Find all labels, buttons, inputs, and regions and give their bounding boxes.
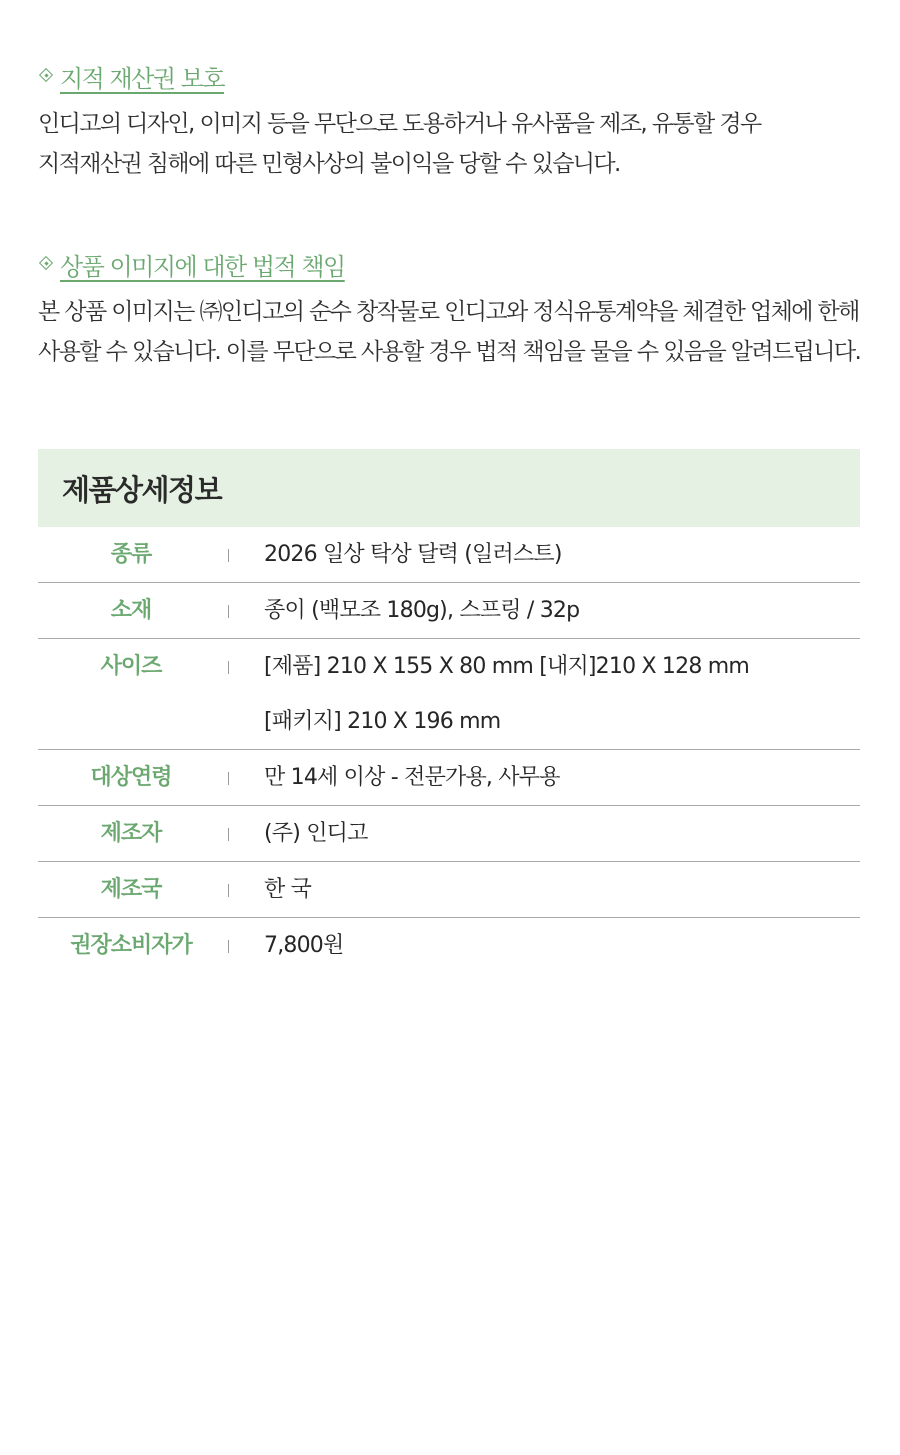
notice-line: 인디고의 디자인, 이미지 등을 무단으로 도용하거나 유사품을 제조, 유통할 경우 [38, 111, 761, 137]
notice-title [38, 248, 868, 280]
separator [224, 862, 264, 917]
spec-value [264, 527, 860, 582]
notice-line: 본 상품 이미지는 ㈜인디고의 순수 창작물로 인디고와 정식유통계약을 체결한 업체에 한해 [38, 299, 859, 325]
spec-value-line: 2026 일상 탁상 달력 (일러스트) [264, 542, 562, 567]
spec-label: 종류 [110, 542, 152, 567]
spec-row-manufacturer [38, 806, 860, 862]
spec-row-size [38, 639, 860, 750]
spec-label: 제조자 [100, 821, 162, 846]
spec-row-type [38, 527, 860, 583]
spec-value-line: (주) 인디고 [264, 821, 368, 846]
product-spec-table [38, 449, 860, 973]
notice-title-text: 지적 재산권 보호 [60, 64, 225, 93]
notice-title-text: 상품 이미지에 대한 법적 책임 [60, 252, 345, 281]
diamond-bullet-icon [38, 255, 56, 273]
notice-line: 지적재산권 침해에 따른 민형사상의 불이익을 당할 수 있습니다. [38, 151, 620, 177]
separator [224, 527, 264, 582]
separator [224, 750, 264, 805]
separator [224, 583, 264, 638]
spec-value-line: 만 14세 이상 - 전문가용, 사무용 [264, 765, 560, 790]
spec-row-age [38, 750, 860, 806]
spec-value [264, 862, 860, 917]
spec-label: 제조국 [100, 877, 162, 902]
spec-label: 소재 [110, 598, 152, 623]
notice-body [38, 104, 868, 184]
spec-value [264, 639, 860, 749]
ip-protection-notice [38, 60, 868, 184]
separator [224, 806, 264, 861]
notice-line: 사용할 수 있습니다. 이를 무단으로 사용할 경우 법적 책임을 물을 수 있음을 알려드립니다. [38, 339, 861, 365]
spec-label: 사이즈 [100, 654, 162, 679]
spec-table-header: 제품상세정보 [38, 449, 860, 527]
spec-value-line: 한 국 [264, 877, 312, 902]
diamond-bullet-icon [38, 67, 56, 85]
separator [224, 639, 264, 749]
spec-value-line: [제품] 210 X 155 X 80 mm [내지]210 X 128 mm [264, 654, 749, 679]
image-legal-notice [38, 248, 868, 372]
spec-value-line: 7,800원 [264, 933, 344, 958]
separator [224, 918, 264, 973]
spec-row-country [38, 862, 860, 918]
spec-value-line: 종이 (백모조 180g), 스프링 / 32p [264, 598, 580, 623]
spec-row-material [38, 583, 860, 639]
spec-value [264, 583, 860, 638]
spec-value [264, 918, 860, 973]
notice-body [38, 292, 868, 372]
spec-row-price [38, 918, 860, 973]
spec-label: 권장소비자가 [70, 933, 192, 958]
spec-value [264, 750, 860, 805]
spec-value-line: [패키지] 210 X 196 mm [264, 709, 501, 734]
spec-value [264, 806, 860, 861]
spec-label: 대상연령 [90, 765, 172, 790]
notice-title [38, 60, 868, 92]
